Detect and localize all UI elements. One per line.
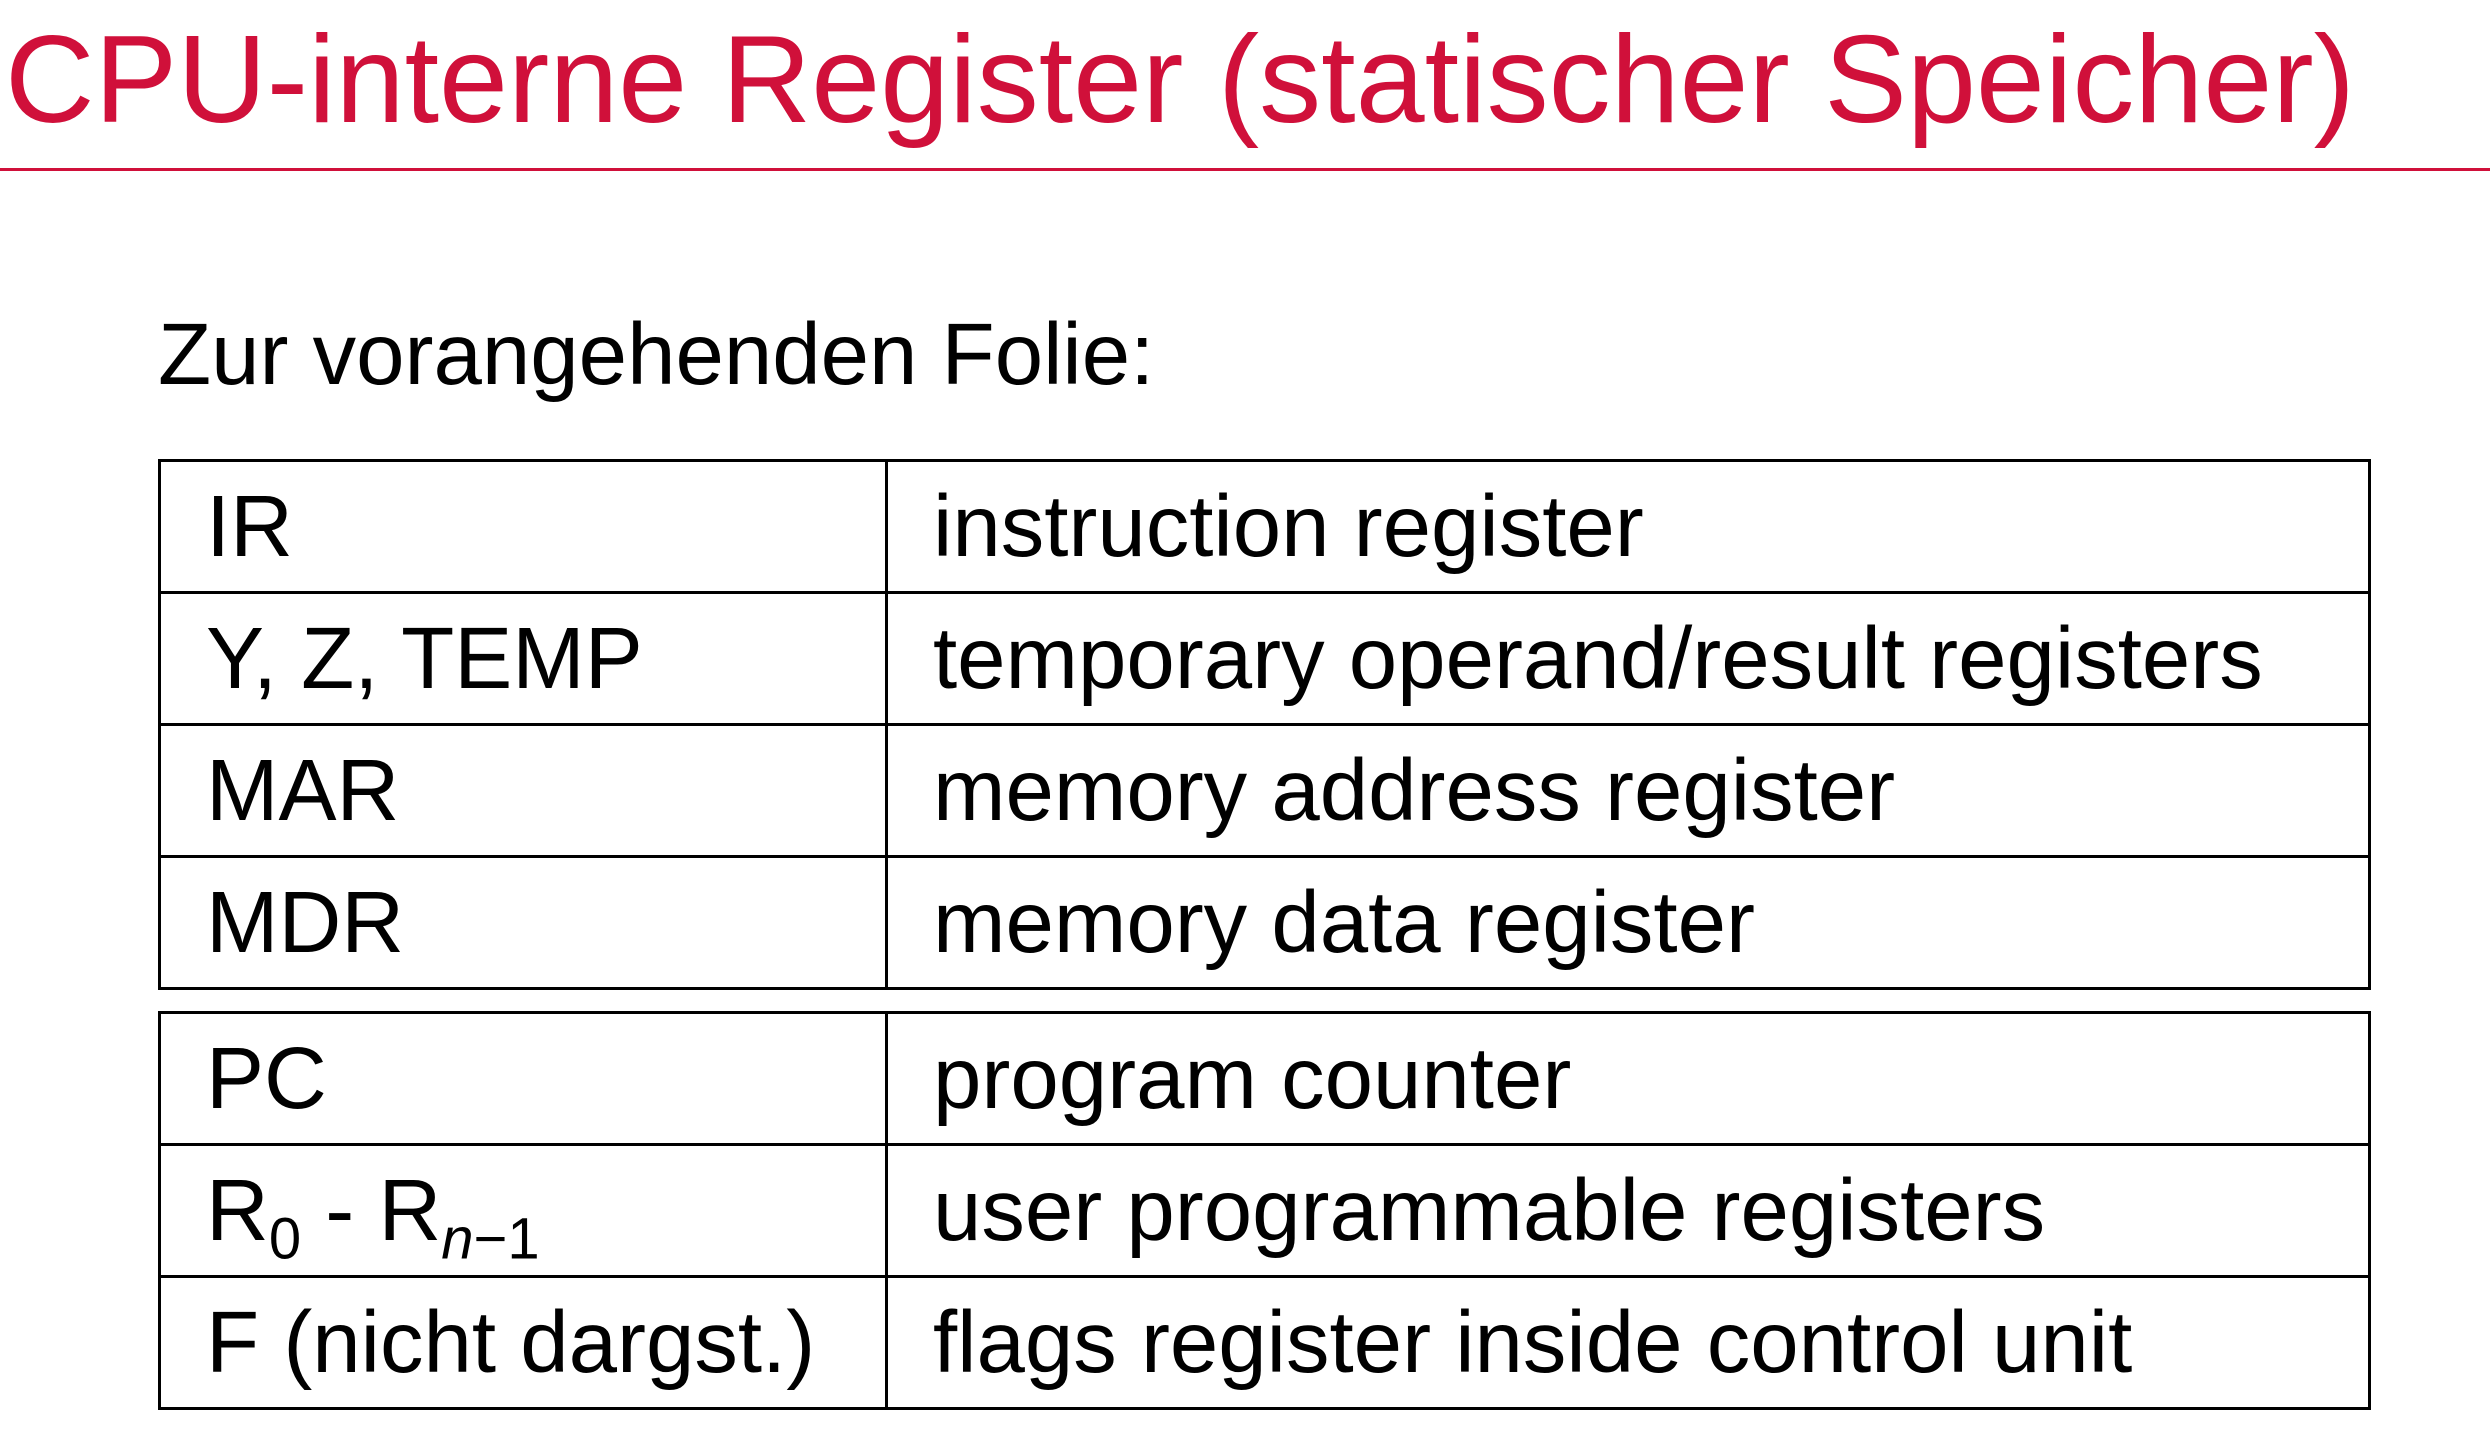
register-description: instruction register bbox=[887, 461, 2370, 593]
register-table-group-2 bbox=[158, 1011, 2371, 1410]
table-row bbox=[160, 461, 2370, 593]
table-row bbox=[160, 857, 2370, 989]
register-description: memory data register bbox=[887, 857, 2370, 989]
register-description: temporary operand/result registers bbox=[887, 593, 2370, 725]
intro-text: Zur vorangehenden Folie: bbox=[158, 306, 1155, 403]
title-divider bbox=[0, 168, 2490, 171]
table-row bbox=[160, 1013, 2370, 1145]
slide-title: CPU-interne Register (statischer Speicher) bbox=[5, 11, 2355, 149]
register-name: MDR bbox=[160, 857, 887, 989]
register-name: F (nicht dargst.) bbox=[160, 1277, 887, 1409]
register-name: IR bbox=[160, 461, 887, 593]
register-base: R bbox=[378, 1161, 442, 1259]
register-name: PC bbox=[160, 1013, 887, 1145]
table-row bbox=[160, 725, 2370, 857]
register-description: user programmable registers bbox=[887, 1145, 2370, 1277]
register-table-group-1 bbox=[158, 459, 2371, 990]
register-subscript bbox=[441, 1206, 539, 1271]
register-subscript: 0 bbox=[268, 1205, 302, 1271]
register-name bbox=[160, 1145, 887, 1277]
table-row bbox=[160, 1277, 2370, 1409]
register-name: Y, Z, TEMP bbox=[160, 593, 887, 725]
subscript-variable: n bbox=[441, 1205, 474, 1271]
table-row bbox=[160, 1145, 2370, 1277]
range-separator: - bbox=[301, 1161, 379, 1259]
table-row bbox=[160, 593, 2370, 725]
register-description: flags register inside control unit bbox=[887, 1277, 2370, 1409]
register-description: program counter bbox=[887, 1013, 2370, 1145]
register-base: R bbox=[206, 1161, 269, 1259]
register-description: memory address register bbox=[887, 725, 2370, 857]
subscript-offset: −1 bbox=[473, 1205, 540, 1271]
register-name: MAR bbox=[160, 725, 887, 857]
